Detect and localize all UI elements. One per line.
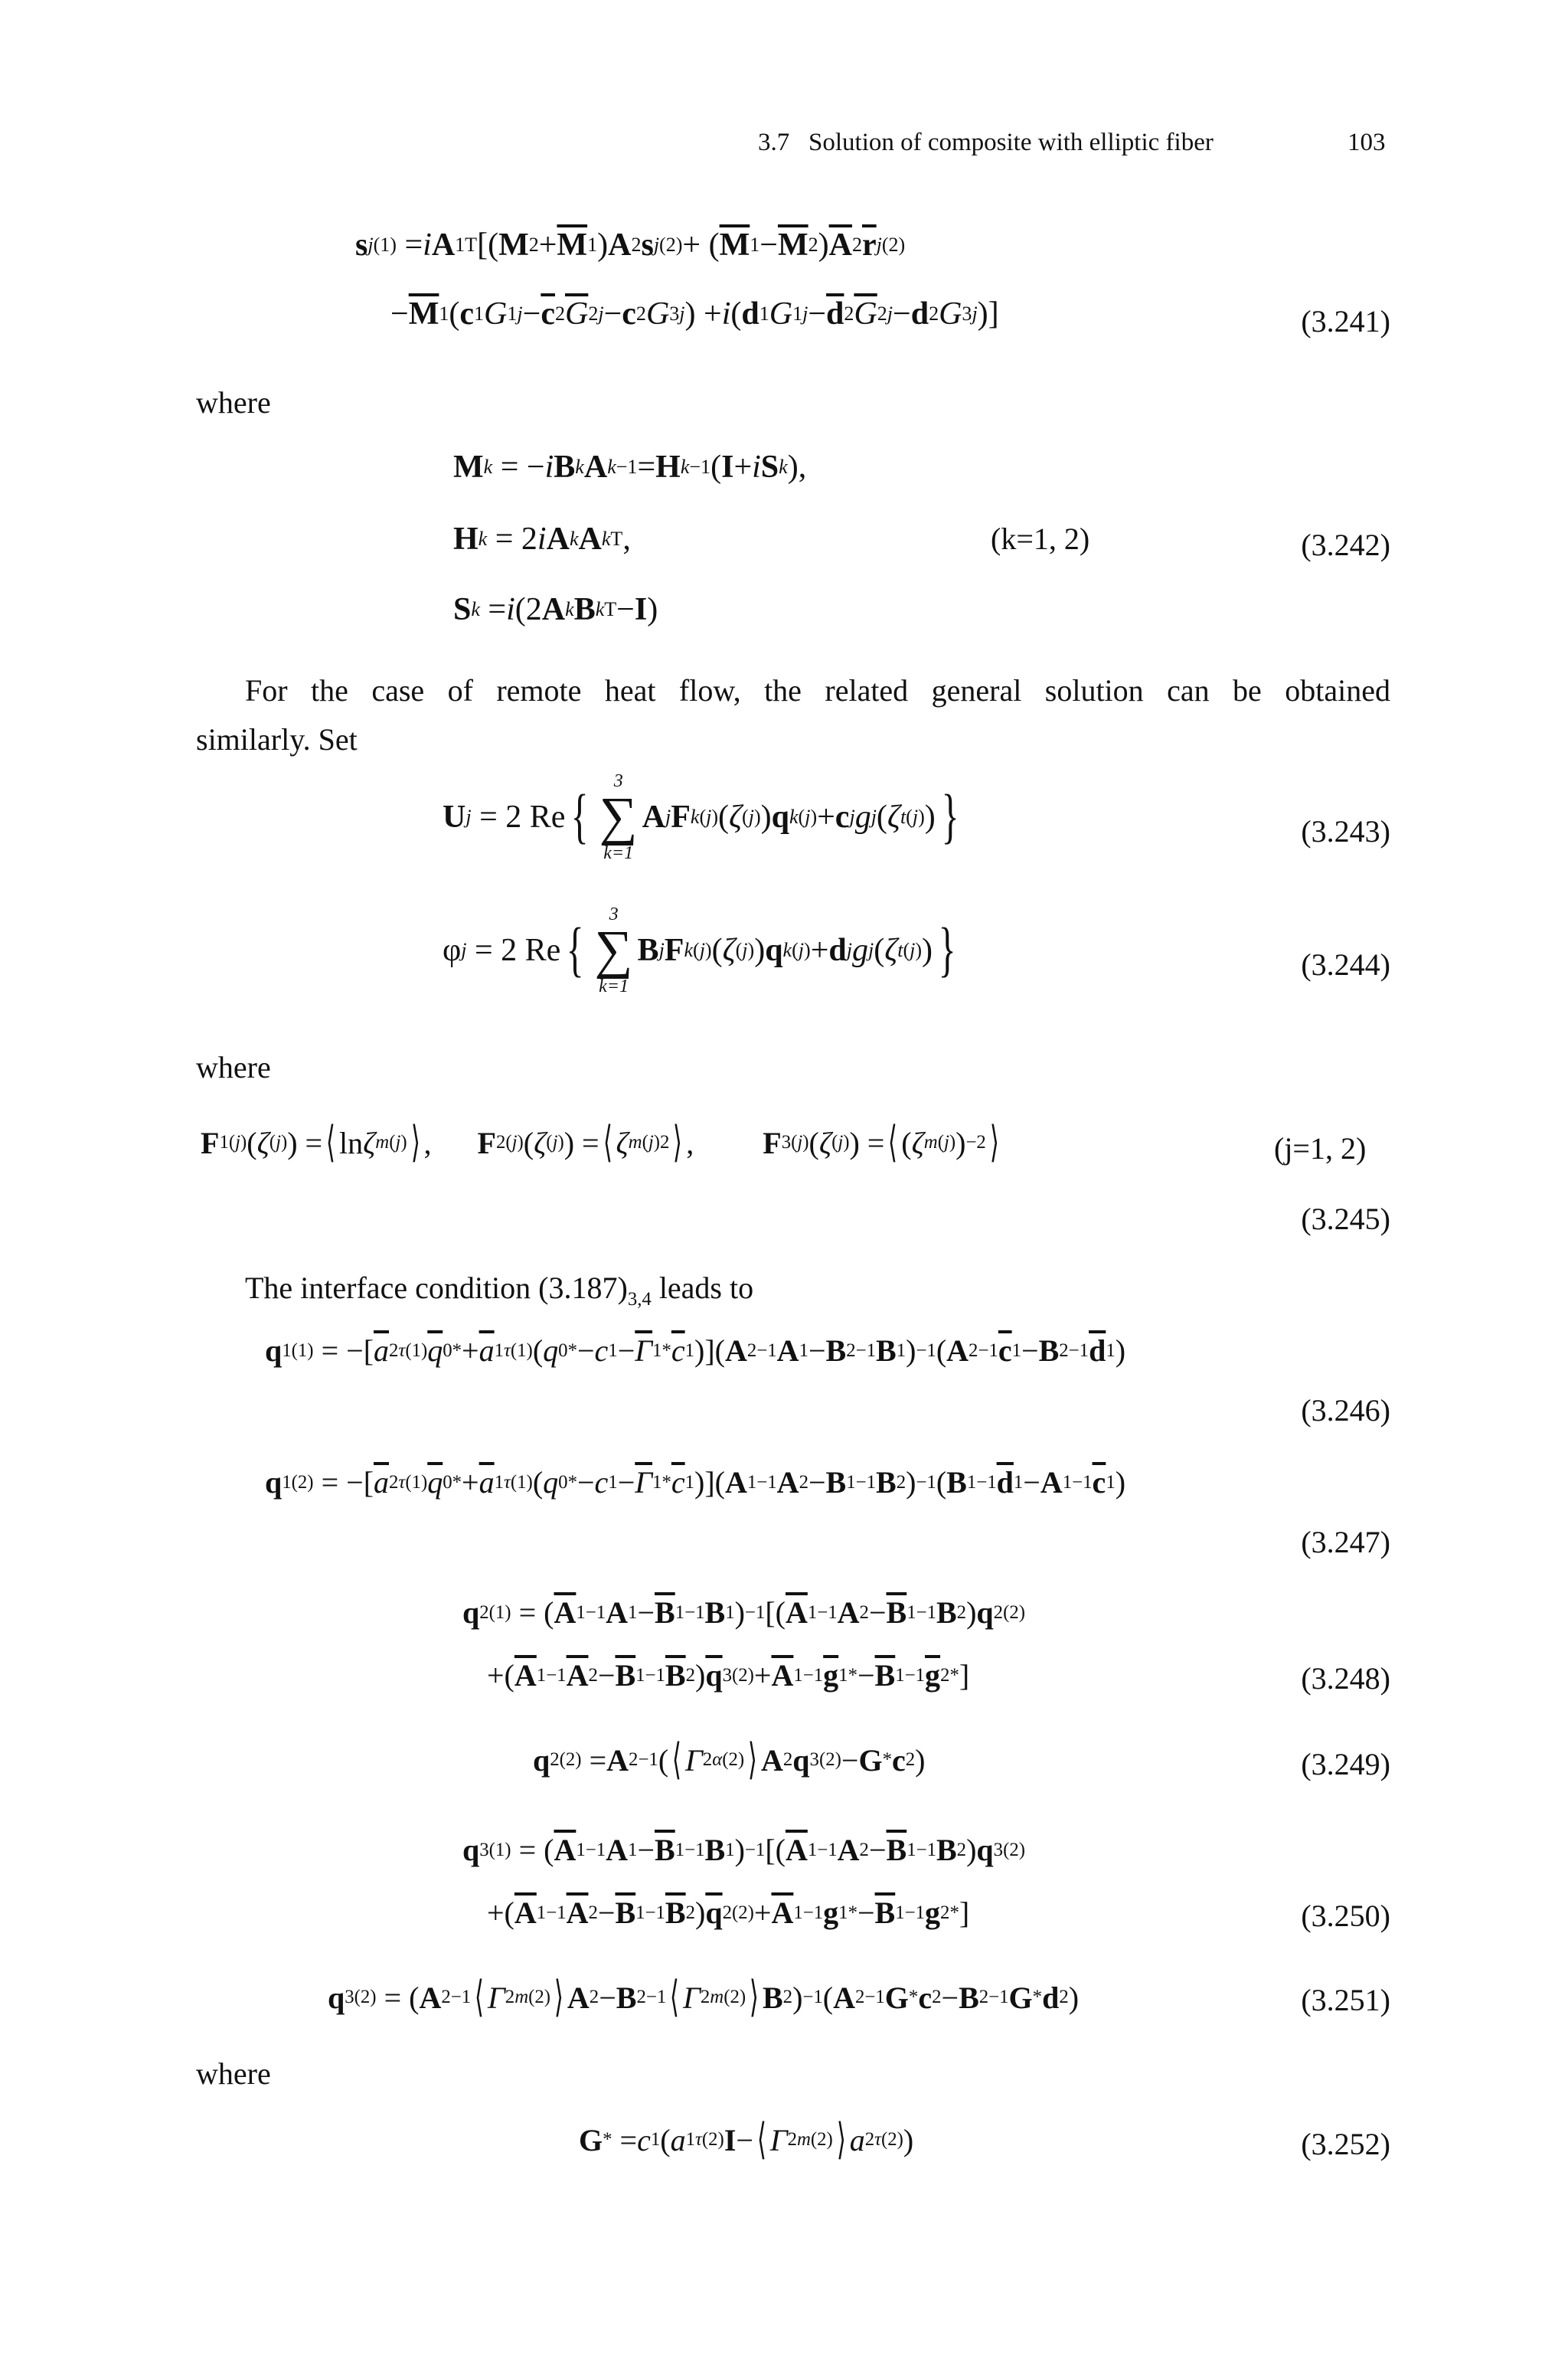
equation-3-243: U j = 2 Re { 3 ∑ k=1 A j F k (j) ( ζ (j) ) q k (j) + c j g j ( ζ t (j) ) } xyxy=(443,771,959,863)
equation-number-3-246: (3.246) xyxy=(1301,1393,1390,1428)
running-header xyxy=(758,129,1214,157)
equation-3-248-line2: +( $\overline{A}$ 1 −1 $\overline{A}$ 2 − $\overline{B}$ 1 −1 $\overline{B}$ 2 ) $\overline{q}$ 3 (2) + $\overline{A}$ 1 −1 $\overline{g}$ 1 * − $\overline{B}$ 1 −1 $\overline{g}$ 2 * ] xyxy=(487,1658,970,1693)
equation-number-3-251: (3.251) xyxy=(1301,1983,1390,2017)
section-title: Solution of composite with elliptic fiber xyxy=(808,129,1214,156)
equation-3-242-line2: H k = 2 i A k A k T , xyxy=(453,522,631,557)
section-number: 3.7 xyxy=(758,129,790,156)
equation-number-3-245: (3.245) xyxy=(1301,1202,1390,1236)
equation-3-241-line2: − $\overline{M}$ 1 ( c 1 G 1j − $\overline{c}$ 2 $\overline{G}$ 2j − c 2 G 3j ) + i ( d 1 G 1j − $\overline{d}$ 2 $\overline{G}$ 2j − d 2 G 3j )] xyxy=(390,296,999,332)
where-label-3: where xyxy=(196,2056,271,2091)
equation-3-247: q 1 (2) = −[ $\overline{a}$ 2τ (1) $\overline{q}$ 0 * + $\overline{a}$ 1τ (1) ( q 0 * − c 1 − $\overline{\Gamma}$ 1 * $\overline{c}$ 1 )]( A 1 −1 A 2 − B 1 −1 B 2 ) −1 ( B 1 −1 $\overline{d}$ 1 − A 1 −1 $\overline{c}$ 1 ) xyxy=(265,1465,1126,1500)
interface-condition-main: The interface condition (3.187) xyxy=(245,1271,628,1305)
equation-3-252: G * = c 1 ( a 1τ (2) I − ⟨ Γ 2m (2) ⟩ a 2τ (2) ) xyxy=(579,2116,914,2164)
equation-3-248-line1: q 2 (1) = ( $\overline{A}$ 1 −1 A 1 − $\overline{B}$ 1 −1 B 1 ) −1 [( $\overline{A}$ 1 −1 A 2 − $\overline{B}$ 1 −1 B 2 ) q 2 (2) xyxy=(462,1595,1025,1630)
condition-j: (j=1, 2) xyxy=(1274,1131,1367,1166)
equation-3-242-line3: S k = i (2 A k B k T − I ) xyxy=(453,592,658,627)
page-number: 103 xyxy=(1348,129,1386,156)
equation-number-3-247: (3.247) xyxy=(1301,1525,1390,1559)
paragraph-line-2: similarly. Set xyxy=(196,722,358,757)
where-label-2: where xyxy=(196,1050,271,1084)
equation-number-3-248: (3.248) xyxy=(1301,1661,1390,1696)
equation-3-250-line1: q 3 (1) = ( $\overline{A}$ 1 −1 A 1 − $\overline{B}$ 1 −1 B 1 ) −1 [( $\overline{A}$ 1 −1 A 2 − $\overline{B}$ 1 −1 B 2 ) q 3 (2) xyxy=(462,1833,1025,1867)
paragraph-line-1: For the case of remote heat flow, the related general solution can be obtained xyxy=(245,673,1390,708)
equation-3-251: q 3 (2) = ( A 2 −1 ⟨ Γ 2m (2) ⟩ A 2 − B 2 −1 ⟨ Γ 2m (2) ⟩ B 2 ) −1 ( A 2 −1 G * c 2 − B 2 −1 G * d 2 ) xyxy=(328,1974,1080,2021)
equation-3-249: q 2 (2) = A 2 −1 ( ⟨ Γ 2α (2) ⟩ A 2 q 3 (2) − G * c 2 ) xyxy=(533,1736,926,1784)
equation-number-3-242: (3.242) xyxy=(1301,528,1390,562)
equation-3-246: q 1 (1) = −[ $\overline{a}$ 2τ (1) $\overline{q}$ 0 * + $\overline{a}$ 1τ (1) ( q 0 * − c 1 − $\overline{\Gamma}$ 1 * $\overline{c}$ 1 )]( A 2 −1 A 1 − B 2 −1 B 1 ) −1 ( A 2 −1 $\overline{c}$ 1 − B 2 −1 $\overline{d}$ 1 ) xyxy=(265,1333,1126,1368)
interface-condition-tail: leads to xyxy=(651,1271,754,1305)
where-label-1: where xyxy=(196,385,271,420)
equation-3-245: F 1 (j) ( ζ (j) ) = ⟨ ln ζ m (j) ⟩ , F 2 (j) ( ζ (j) ) = ⟨ ζ m (j)2 ⟩ , F 3 (j) ( ζ (j) ) = ⟨ ( ζ m (j) ) −2 ⟩ xyxy=(201,1119,999,1166)
equation-number-3-241: (3.241) xyxy=(1301,304,1390,339)
equation-3-250-line2: +( $\overline{A}$ 1 −1 $\overline{A}$ 2 − $\overline{B}$ 1 −1 $\overline{B}$ 2 ) $\overline{q}$ 2 (2) + $\overline{A}$ 1 −1 g 1 * − $\overline{B}$ 1 −1 g 2 * ] xyxy=(487,1896,970,1930)
equation-3-241-line1: s j (1) = i A 1 T [( M 2 + $\overline{M}$ 1 ) A 2 s j (2) + ( $\overline{M}$ 1 − $\overline{M}$ 2 ) $\overline{A}$ 2 $\overline{r}$ j (2) xyxy=(355,227,906,263)
equation-number-3-244: (3.244) xyxy=(1301,947,1390,982)
equation-number-3-250: (3.250) xyxy=(1301,1899,1390,1933)
interface-condition-subscript: 3,4 xyxy=(627,1289,652,1310)
equation-3-244: φ j = 2 Re { 3 ∑ k=1 B j F k (j) ( ζ (j) ) q k (j) + d j g j ( ζ t (j) ) } xyxy=(443,904,956,996)
equation-number-3-249: (3.249) xyxy=(1301,1747,1390,1781)
condition-k: (k=1, 2) xyxy=(991,522,1090,556)
equation-3-242-line1: M k = − i B k A k −1 = H k −1 ( I + i S k ), xyxy=(453,450,807,485)
equation-number-3-252: (3.252) xyxy=(1301,2127,1390,2161)
interface-condition-text xyxy=(245,1264,753,1313)
equation-number-3-243: (3.243) xyxy=(1301,814,1390,849)
